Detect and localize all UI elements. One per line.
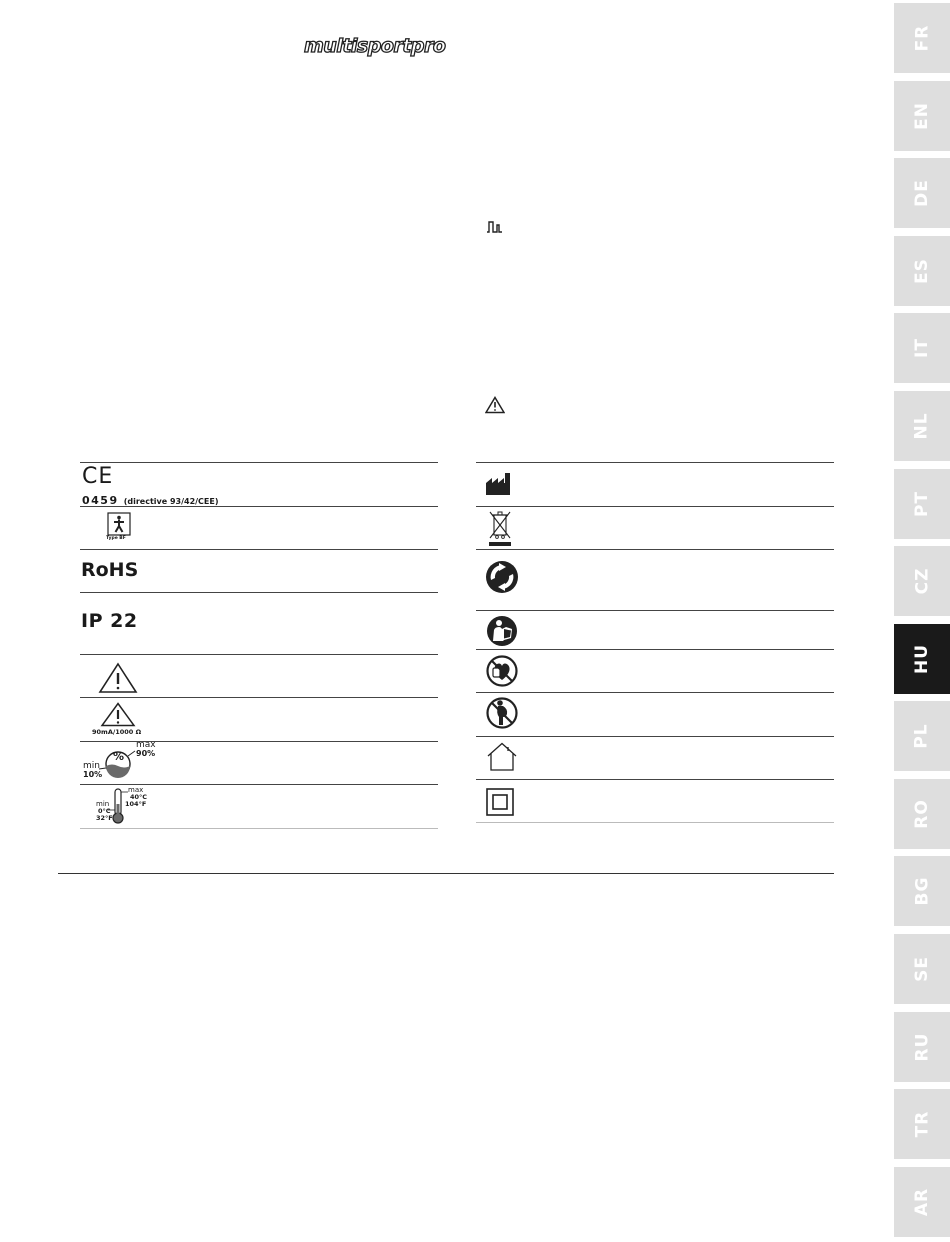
no-pacemaker-icon (486, 654, 518, 688)
tab-de[interactable] (894, 158, 950, 228)
tab-label-en: EN (912, 102, 932, 130)
tab-label-cz: CZ (912, 567, 932, 595)
tab-ro[interactable] (894, 779, 950, 849)
weee-crossed-bin-icon (488, 509, 512, 549)
symbol-table-left (80, 462, 438, 830)
tab-label-tr: TR (912, 1110, 932, 1138)
tab-se[interactable] (894, 934, 950, 1004)
temp-min-label: min (96, 800, 110, 808)
warning-triangle-icon (98, 662, 138, 694)
tab-label-ro: RO (911, 799, 932, 829)
tab-ar[interactable] (894, 1167, 950, 1237)
language-tab-strip (894, 0, 950, 1242)
temp-max-fahrenheit: 104°F (125, 800, 147, 808)
tab-label-nl: NL (912, 412, 932, 440)
humidity-max-label: max (136, 740, 156, 750)
tab-label-pl: PL (911, 723, 932, 749)
tab-cz[interactable] (894, 546, 950, 616)
temp-max-celsius: 40°C (130, 793, 148, 801)
humidity-range-icon (80, 742, 160, 782)
humidity-min-value: 10% (83, 770, 103, 779)
read-manual-icon (486, 615, 518, 647)
temp-min-celsius: 0°C (98, 807, 111, 815)
tab-pt[interactable] (894, 469, 950, 539)
type-bf-caption: Type BF (106, 536, 126, 541)
manufacturer-factory-icon (485, 472, 513, 496)
output-warning-icon (92, 702, 142, 736)
humidity-max-value: 90% (136, 749, 156, 758)
temp-max-label: max (128, 786, 144, 794)
section-divider (58, 873, 834, 874)
tab-pl[interactable] (894, 701, 950, 771)
tab-label-pt: PT (912, 490, 932, 518)
rohs-icon: RoHS (81, 559, 139, 581)
tab-fr[interactable] (894, 3, 950, 73)
no-pregnancy-icon (486, 695, 518, 731)
tab-hu[interactable] (894, 624, 950, 694)
ce-mark-text: CE (82, 464, 114, 489)
tab-bg[interactable] (894, 856, 950, 926)
tab-nl[interactable] (894, 391, 950, 461)
indoor-use-house-icon (486, 742, 518, 772)
tab-tr[interactable] (894, 1089, 950, 1159)
tab-it[interactable] (894, 313, 950, 383)
tab-label-fr: FR (911, 24, 932, 52)
humidity-percent-symbol: % (113, 750, 125, 763)
tab-es[interactable] (894, 236, 950, 306)
brand-logo: multisportpro (304, 35, 446, 57)
symbol-table-right (476, 462, 834, 824)
caution-triangle-icon (485, 396, 505, 414)
pulse-waveform-icon (486, 220, 508, 234)
class-ii-double-square-icon (486, 788, 514, 816)
ce-directive-note: (directive 93/42/CEE) (123, 497, 219, 506)
tab-label-de: DE (911, 179, 932, 207)
ip22-icon: IP 22 (81, 610, 138, 632)
tab-en[interactable] (894, 81, 950, 151)
type-bf-applied-part-icon (106, 512, 132, 542)
output-warning-caption: 90mA/1000 Ω (92, 728, 142, 736)
green-dot-recycling-icon (485, 560, 519, 594)
temperature-range-icon (94, 786, 164, 826)
tab-label-ar: AR (912, 1187, 932, 1217)
humidity-min-label: min (83, 761, 100, 771)
tab-label-se: SE (911, 956, 932, 982)
tab-label-hu: HU (911, 643, 932, 675)
ce-mark-icon (82, 466, 219, 508)
tab-label-es: ES (911, 258, 932, 284)
tab-label-bg: BG (911, 876, 932, 906)
temp-min-fahrenheit: 32°F (96, 814, 113, 822)
tab-label-it: IT (911, 338, 932, 358)
tab-ru[interactable] (894, 1012, 950, 1082)
tab-label-ru: RU (912, 1032, 932, 1062)
ce-notified-body-code: 0459 (82, 494, 119, 507)
